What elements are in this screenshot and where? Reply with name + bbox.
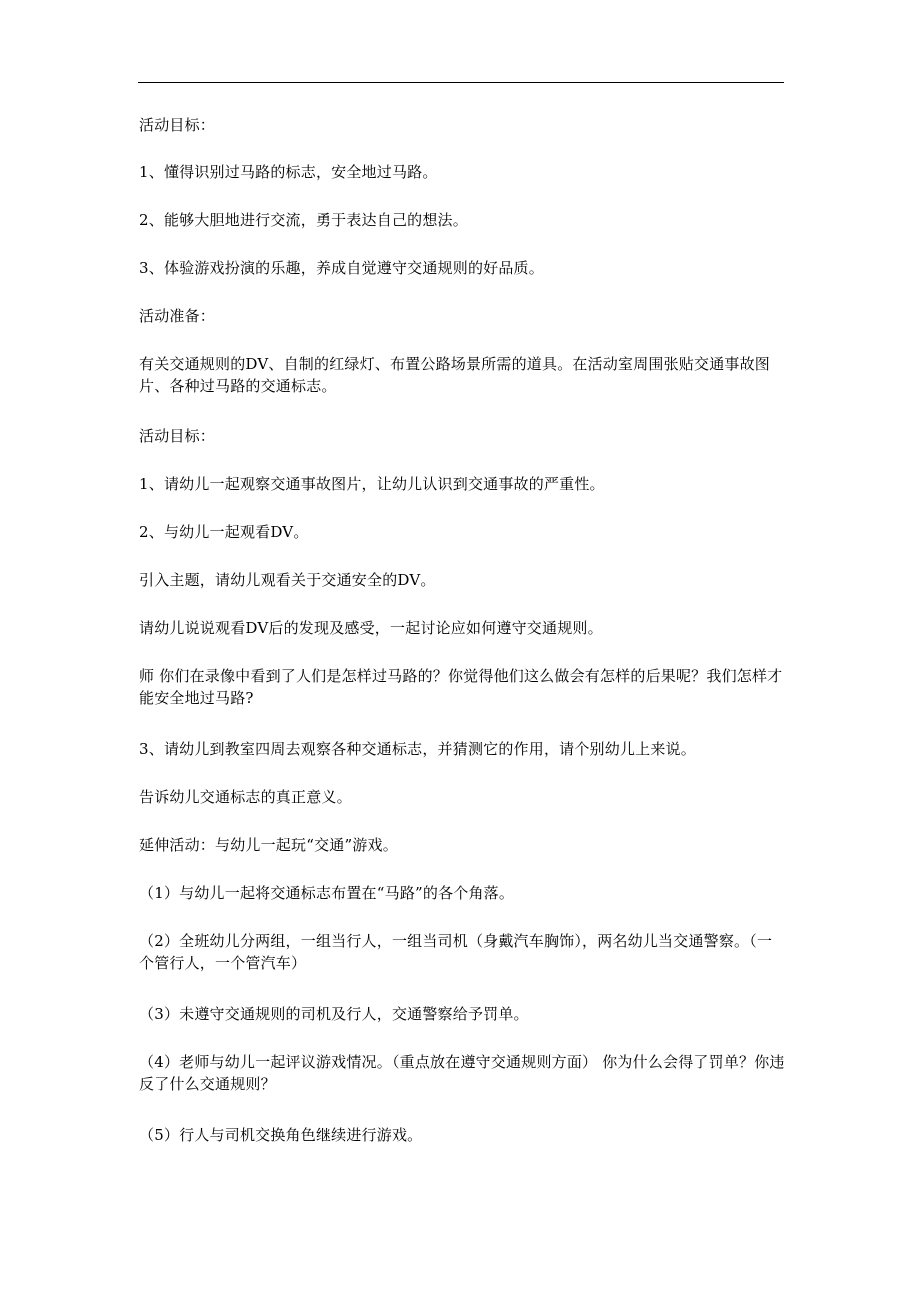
process-meaning: 告诉幼儿交通标志的真正意义。	[139, 788, 352, 806]
process-step-3: 3、请幼儿到教室四周去观察各种交通标志，并猜测它的作用，请个别幼儿上来说。	[139, 740, 696, 758]
teacher-questions: 师 你们在录像中看到了人们是怎样过马路的？你觉得他们这么做会有怎样的后果呢？我们怎样才能安全地过马路?	[139, 667, 783, 707]
section-heading-process: 活动目标：	[139, 427, 216, 445]
extension-step-2: （2）全班幼儿分两组，一组当行人，一组当司机（身戴汽车胸饰），两名幼儿当交通警察。（一个管行人，一个管汽车）	[139, 932, 773, 972]
section-heading-preparation: 活动准备：	[139, 307, 216, 325]
goal-item-2: 2、能够大胆地进行交流，勇于表达自己的想法。	[139, 211, 468, 229]
process-step-2: 2、与幼儿一起观看DV。	[139, 523, 309, 541]
extension-step-1: （1）与幼儿一起将交通标志布置在“马路”的各个角落。	[139, 884, 515, 902]
extension-step-4: （4）老师与幼儿一起评议游戏情况。（重点放在遵守交通规则方面） 你为什么会得了罚单？你违反了什么交通规则？	[139, 1053, 785, 1093]
process-step-1: 1、请幼儿一起观察交通事故图片，让幼儿认识到交通事故的严重性。	[139, 475, 605, 493]
preparation-text: 有关交通规则的DV、自制的红绿灯、布置公路场景所需的道具。在活动室周围张贴交通事故图片、各种过马路的交通标志。	[139, 355, 770, 395]
process-intro: 引入主题，请幼儿观看关于交通安全的DV。	[139, 571, 436, 589]
section-heading-goals: 活动目标：	[139, 116, 216, 134]
section-heading-extension: 延伸活动：与幼儿一起玩“交通”游戏。	[139, 836, 398, 854]
goal-item-1: 1、懂得识别过马路的标志，安全地过马路。	[139, 163, 438, 181]
process-discussion: 请幼儿说说观看DV后的发现及感受，一起讨论应如何遵守交通规则。	[139, 619, 603, 637]
extension-step-5: （5）行人与司机交换角色继续进行游戏。	[139, 1126, 423, 1144]
extension-step-3: （3）未遵守交通规则的司机及行人，交通警察给予罚单。	[139, 1005, 529, 1023]
goal-item-3: 3、体验游戏扮演的乐趣，养成自觉遵守交通规则的好品质。	[139, 259, 544, 277]
header-rule	[138, 82, 784, 83]
